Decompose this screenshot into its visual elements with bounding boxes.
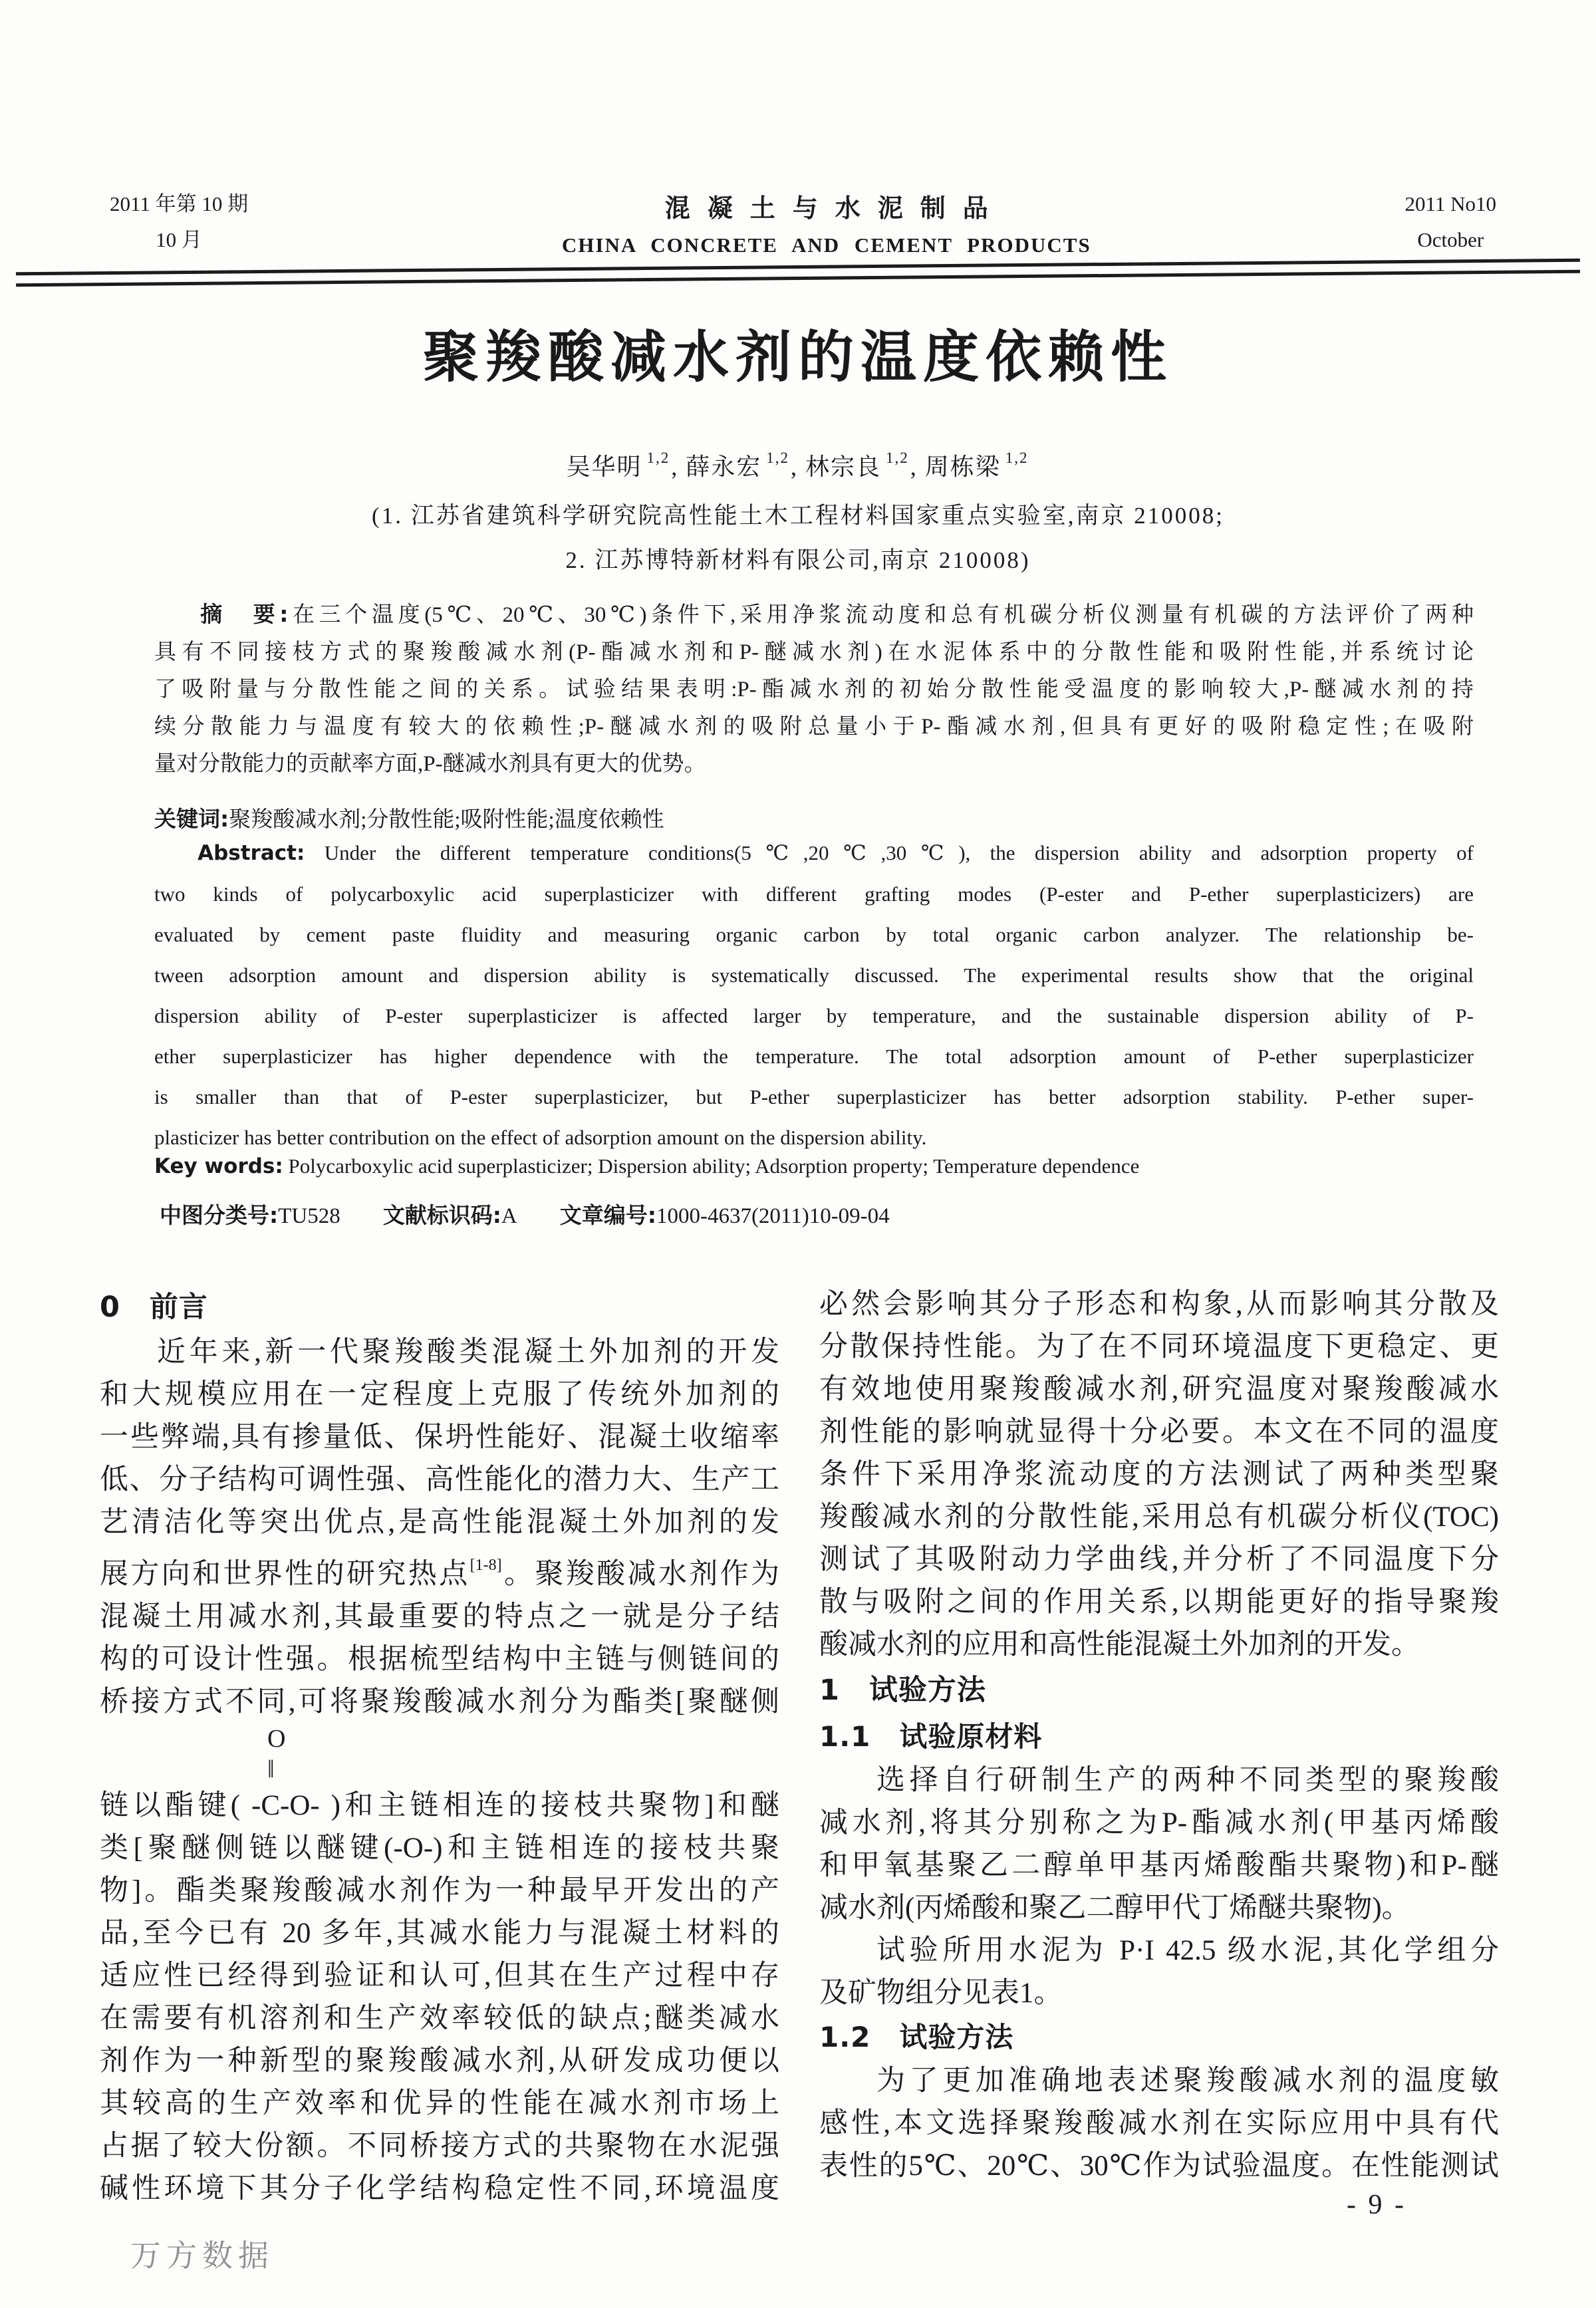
abstract-en-line: two kinds of polycarboxylic acid superplasticizer with different grafting modes (P-ester and P-ether superplasticizers) are [154, 882, 1474, 906]
abstract-cn-line: 续分散能力与温度有较大的依赖性;P-醚减水剂的吸附总量小于P-酯减水剂,但具有更好的吸附稳定性;在吸附 [154, 715, 1474, 739]
authors-line [0, 448, 1596, 482]
affiliation-line-1: (1. 江苏省建筑科学研究院高性能土木工程材料国家重点实验室,南京 210008; [372, 503, 1224, 529]
abstract-cn-line: 具有不同接枝方式的聚羧酸减水剂(P-酯减水剂和P-醚减水剂)在水泥体系中的分散性能和吸附性能,并系统讨论 [154, 640, 1474, 664]
issue-no-en: 2011 No10 [1404, 192, 1496, 215]
chemical-formula-double-bond: ‖ [267, 1755, 275, 1783]
paragraph-line: 有效地使用聚羧酸减水剂,研究温度对聚羧酸减水 [819, 1374, 1499, 1405]
clc-number: 中图分类号:TU528 [160, 1202, 340, 1228]
paragraph-line: 一些弊端,具有掺量低、保坍性能好、混凝土收缩率 [100, 1422, 779, 1453]
abstract-en-line: dispersion ability of P-ester superplasticizer is affected larger by temperature, and the sustainable dispersion ability of P- [154, 1004, 1474, 1027]
paragraph-line: 混凝土用减水剂,其最重要的特点之一就是分子结 [100, 1601, 779, 1632]
document-code: 文献标识码:A [382, 1202, 517, 1228]
author-superscript: 1,2 [646, 449, 670, 466]
abstract-en-line: evaluated by cement paste fluidity and measuring organic carbon by total organic carbon analyzer. The relationship be- [154, 923, 1474, 946]
paragraph-line: 链以酯键( -C-O- )和主链相连的接枝共聚物]和醚 [100, 1790, 779, 1821]
paragraph-line: 碱性环境下其分子化学结构稳定性不同,环境温度 [100, 2173, 779, 2204]
abstract-cn [154, 596, 1474, 783]
paragraph-line: 桥接方式不同,可将聚羧酸减水剂分为酯类[聚醚侧 [100, 1686, 779, 1718]
abstract-cn-line: 摘 要:在三个温度(5℃、20℃、30℃)条件下,采用净浆流动度和总有机碳分析仪测量有机碳的方法评价了两种 [200, 601, 1474, 627]
paragraph-line: 其较高的生产效率和优异的性能在减水剂市场上 [100, 2088, 779, 2119]
paragraph-line-with-citation: 展方向和世界性的研究热点[1-8]。聚羧酸减水剂作为 [100, 1557, 780, 1590]
paragraph-line: 羧酸减水剂的分散性能,采用总有机碳分析仪(TOC) [819, 1501, 1499, 1533]
issue-info-en [1405, 186, 1497, 258]
paragraph-line: 占据了较大份额。不同桥接方式的共聚物在水泥强 [100, 2130, 779, 2162]
abstract-en-line: ether superplasticizer has higher dependence with the temperature. The total adsorption amount of P-ether superplasticizer [154, 1045, 1474, 1068]
paragraph-line: 条件下采用净浆流动度的方法测试了两种类型聚 [819, 1459, 1499, 1490]
paragraph-line: 必然会影响其分子形态和构象,从而影响其分散及 [819, 1289, 1499, 1320]
abstract-cn-line: 量对分散能力的贡献率方面,P-醚减水剂具有更大的优势。 [154, 752, 706, 776]
journal-title-block [562, 186, 1091, 258]
abstract-en [154, 833, 1474, 1158]
abstract-en-line: tween adsorption amount and dispersion ability is systematically discussed. The experimental results show that the original [154, 963, 1474, 987]
issue-line-2: 10 月 [156, 228, 202, 251]
paragraph-line: 类[聚醚侧链以醚键(-O-)和主链相连的接枝共聚 [100, 1833, 779, 1864]
abstract-en-line: plasticizer has better contribution on the effect of adsorption amount on the dispersion ability. [154, 1126, 927, 1149]
paragraph-line: 选择自行研制生产的两种不同类型的聚羧酸 [876, 1765, 1499, 1796]
author: 吴华明 $^{1,2}$, [566, 449, 679, 480]
section-heading-1-2: 1.2 试验方法 [819, 2021, 1014, 2053]
journal-title-cn: 混凝土与水泥制品 [664, 193, 1005, 223]
issue-info-cn [110, 186, 248, 258]
paragraph-line: 低、分子结构可调性强、高性能化的潜力大、生产工 [100, 1464, 779, 1495]
abstract-en-line: Abstract: Under the different temperature conditions(5℃,20℃,30℃), the dispersion ability and adsorption property of [198, 841, 1474, 865]
abstract-cn-label: 摘 要: [200, 601, 289, 627]
keywords-en: Key words: Polycarboxylic acid superplasticizer; Dispersion ability; Adsorption property; Temperature dependence [154, 1154, 1140, 1178]
paragraph-line: 酸减水剂的应用和高性能混凝土外加剂的开发。 [819, 1629, 1420, 1660]
paragraph-line: 品,至今已有 20 多年,其减水能力与混凝土材料的 [100, 1918, 779, 1949]
header-double-rule [16, 259, 1580, 287]
paragraph-line: 构的可设计性强。根据梳型结构中主链与侧链间的 [100, 1644, 779, 1675]
paragraph-line: 减水剂,将其分别称之为P-酯减水剂(甲基丙烯酸 [819, 1807, 1499, 1839]
paragraph-line: 剂作为一种新型的聚羧酸减水剂,从研发成功便以 [100, 2045, 779, 2077]
paragraph-line: 感性,本文选择聚羧酸减水剂在实际应用中具有代 [819, 2108, 1499, 2139]
author-superscript: 1,2 [766, 449, 789, 466]
paragraph-line: 和甲氧基聚乙二醇单甲基丙烯酸酯共聚物)和P-醚 [819, 1850, 1499, 1881]
paragraph-line: 分散保持性能。为了在不同环境温度下更稳定、更 [819, 1331, 1499, 1362]
keywords-cn: 关键词:聚羧酸减水剂;分散性能;吸附性能;温度依赖性 [154, 806, 664, 832]
paragraph-line: 近年来,新一代聚羧酸类混凝土外加剂的开发 [157, 1337, 779, 1368]
abstract-en-line: is smaller than that of P-ester superplasticizer, but P-ether superplasticizer has better adsorption stability. P-ether super- [154, 1085, 1474, 1108]
paragraph-line: 在需要有机溶剂和生产效率较低的缺点;醚类减水 [100, 2003, 779, 2034]
page-number: - 9 - [1347, 2190, 1406, 2220]
issue-month-en: October [1417, 228, 1484, 251]
citation-superscript: [1-8] [469, 1557, 502, 1574]
article-body [100, 1283, 1499, 2210]
body-right-column [819, 1283, 1499, 2210]
paragraph-line: 物]。酯类聚羧酸减水剂作为一种最早开发出的产 [100, 1875, 779, 1906]
paragraph-line: 散与吸附之间的作用关系,以期能更好的指导聚羧 [819, 1587, 1499, 1618]
paragraph-line: 适应性已经得到验证和认可,但其在生产过程中存 [100, 1960, 779, 1991]
chemical-formula-oxygen: O [267, 1725, 286, 1753]
journal-header [110, 186, 1496, 258]
author-superscript: 1,2 [1005, 449, 1029, 466]
wanfang-watermark: 万方数据 [130, 2239, 274, 2273]
article-title: 聚羧酸减水剂的温度依赖性 [422, 324, 1173, 390]
author: 周栋梁 $^{1,2}$ [924, 449, 1029, 480]
author: 林宗良 $^{1,2}$, [805, 449, 918, 480]
section-heading-0: 0 前言 [100, 1291, 208, 1324]
meta-line [160, 1198, 1476, 1229]
paragraph-line: 减水剂(丙烯酸和聚乙二醇甲代丁烯醚共聚物)。 [819, 1892, 1410, 1924]
keywords-en-label: Key words: [154, 1154, 283, 1178]
paragraph-line: 表性的5℃、20℃、30℃作为试验温度。在性能测试 [819, 2150, 1499, 2182]
issue-line-1: 2011 年第 10 期 [110, 192, 249, 215]
paragraph-line: 和大规模应用在一定程度上克服了传统外加剂的 [100, 1379, 779, 1410]
author: 薛永宏 $^{1,2}$, [686, 449, 798, 480]
section-heading-1: 1 试验方法 [819, 1674, 986, 1707]
affiliation-line-2: 2. 江苏博特新材料有限公司,南京 210008) [565, 547, 1031, 573]
body-left-column [100, 1283, 779, 2210]
section-heading-1-1: 1.1 试验原材料 [819, 1720, 1043, 1753]
paragraph-line: 及矿物组分见表1。 [819, 1978, 1063, 2009]
paragraph-line: 艺清洁化等突出优点,是高性能混凝土外加剂的发 [100, 1507, 779, 1538]
paragraph-line: 为了更加准确地表述聚羧酸减水剂的温度敏 [876, 2065, 1499, 2097]
paragraph-line: 剂性能的影响就显得十分必要。本文在不同的温度 [819, 1416, 1499, 1448]
keywords-cn-label: 关键词: [154, 806, 229, 832]
paragraph-line: 试验所用水泥为 P·I 42.5 级水泥,其化学组分 [876, 1935, 1499, 1966]
abstract-en-label: Abstract: [198, 841, 305, 865]
abstract-cn-line: 了吸附量与分散性能之间的关系。试验结果表明:P-酯减水剂的初始分散性能受温度的影响较大,P-醚减水剂的持 [154, 678, 1474, 702]
paragraph-line: 测试了其吸附动力学曲线,并分析了不同温度下分 [819, 1544, 1499, 1575]
journal-title-en: CHINA CONCRETE AND CEMENT PRODUCTS [561, 233, 1091, 257]
author-superscript: 1,2 [886, 449, 909, 466]
article-id: 文章编号:1000-4637(2011)10-09-04 [559, 1202, 890, 1228]
